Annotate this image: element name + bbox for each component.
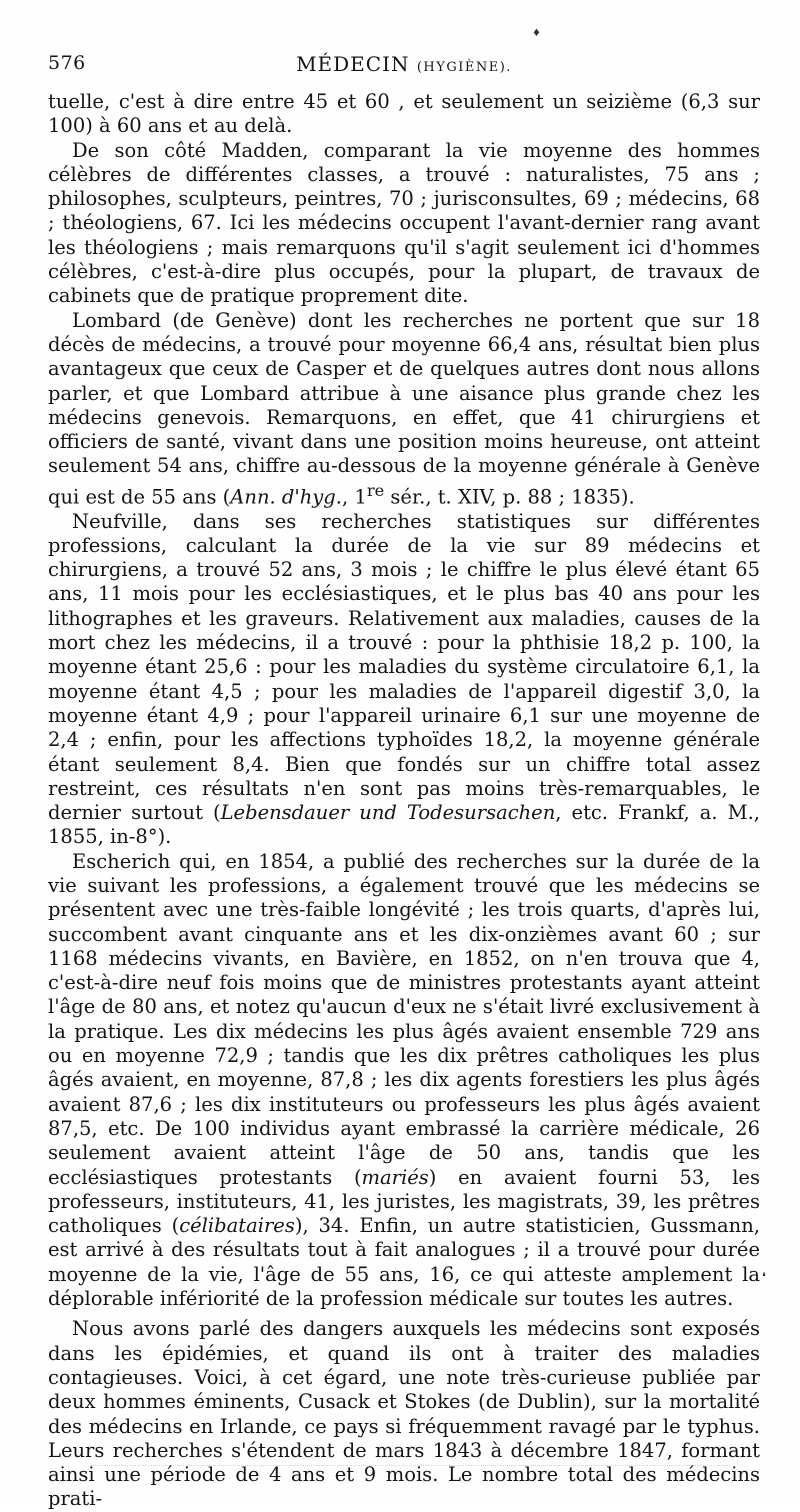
- text-run: , etc. Frankf, a. M., 1855, in-8°).: [48, 801, 760, 849]
- ornament-mark: ♦: [532, 28, 541, 39]
- footer-bleed: [90, 1465, 730, 1474]
- italic-text: Lebensdauer und Todesursachen: [220, 801, 556, 825]
- text-run: sér., t. XIV, p. 88 ; 1835).: [384, 485, 635, 509]
- text-run: ), 34. Enfin, un autre statisticien, Gussmann, est arrivé à des résultats tout à fait analogues ; il a trouvé pour durée moyenne de la vie, l'âge de 55 ans, 16, ce qui atteste amplement la déplorable infériorité de la profession médicale sur toutes les autres.: [48, 1214, 760, 1311]
- text-run: Nous avons parlé des dangers auxquels les médecins sont exposés dans les épidémies, et quand ils ont à traiter des maladies contagieuses. Voici, à cet égard, une note très-curieuse publiée par deux hommes éminents, Cusack et Stokes (de Dublin), sur la mortalité des médecins en Irlande, ce pays si fréquemment ravagé par le typhus. Leurs recherches s'étendent de mars 1843 à décembre 1847, formant ainsi une période de 4 ans et 9 mois. Le nombre total des médecins prati-: [48, 1317, 760, 1511]
- paragraph: [48, 850, 760, 1312]
- page-header: [48, 52, 760, 88]
- paragraph: [48, 90, 760, 139]
- italic-text: célibataires: [179, 1214, 295, 1238]
- running-head-subtitle: (HYGIÈNE).: [416, 60, 512, 75]
- margin-mark: ❛: [762, 1270, 766, 1284]
- text-run: Neufville, dans ses recherches statistiques sur différentes professions, calculant la durée de la vie sur 89 médecins et chirurgiens, a trouvé 52 ans, 3 mois ; le chiffre le plus élevé étant 65 ans, 11 mois pour les ecclésiastiques, et le plus bas 40 ans pour les lithographes et les graveurs. Relativement aux maladies, causes de la mort chez les médecins, il a trouvé : pour la phthisie 18,2 p. 100, la moyenne étant 25,6 : pour les maladies du système circulatoire 6,1, la moyenne étant 4,5 ; pour les maladies de l'appareil digestif 3,0, la moyenne étant 4,9 ; pour l'appareil urinaire 6,1 sur une moyenne de 2,4 ; enfin, pour les affections typhoïdes 18,2, la moyenne générale étant seulement 8,4. Bien que fondés sur un chiffre total assez restreint, ces résultats n'en sont pas moins très-remarquables, le dernier surtout (: [48, 509, 760, 825]
- italic-text: Ann. d'hyg.: [230, 485, 342, 509]
- text-run: Lombard (de Genève) dont les recherches ne portent que sur 18 décès de médecins, a trouvé pour moyenne 66,4 ans, résultat bien plus avantageux que ceux de Casper et de quelques autres dont nous allons parler, et que Lombard attribue à une aisance plus grande chez les médecins genevois. Remarquons, en effet, que 41 chirurgiens et officiers de santé, vivant dans une position moins heureuse, ont atteint seulement 54 ans, chiffre au-dessous de la moyenne générale à Genève qui est de 55 ans (: [48, 308, 760, 509]
- paragraph: [48, 510, 760, 850]
- page-number: 576: [48, 52, 86, 74]
- text-run: , 1: [342, 485, 367, 509]
- text-run: De son côté Madden, comparant la vie moyenne des hommes célèbres de différentes classes, a trouvé : naturalistes, 75 ans ; philosophes, sculpteurs, peintres, 70 ; jurisconsultes, 69 ; médecins, 68 ; théologiens, 67. Ici les médecins occupent l'avant-dernier rang avant les théologiens ; mais remarquons qu'il s'agit seulement ici d'hommes célèbres, c'est-à-dire plus occupés, pour la plupart, de travaux de cabinets que de pratique proprement dite.: [48, 138, 760, 308]
- text-run: tuelle, c'est à dire entre 45 et 60 , et seulement un seizième (6,3 sur 100) à 60 ans et au delà.: [48, 90, 760, 138]
- superscript-text: re: [366, 480, 385, 500]
- body-text: [48, 90, 760, 1512]
- running-head: [48, 52, 760, 76]
- text-run: Escherich qui, en 1854, a publié des recherches sur la durée de la vie suivant les professions, a également trouvé que les médecins se présentent avec une très-faible longévité ; les trois quarts, d'après lui, succombent avant cinquante ans et les dix-onzièmes avant 60 ; sur 1168 médecins vivants, en Bavière, en 1852, on n'en trouva que 4, c'est-à-dire neuf fois moins que de ministres protestants ayant atteint l'âge de 80 ans, et notez qu'aucun d'eux ne s'était livré exclusivement à la pratique. Les dix médecins les plus âgés avaient ensemble 729 ans ou en moyenne 72,9 ; tandis que les dix prêtres catholiques les plus âgés avaient, en moyenne, 87,8 ; les dix agents forestiers les plus âgés avaient 87,6 ; les dix instituteurs ou professeurs les plus âgés avaient 87,5, etc. De 100 individus ayant embrassé la carrière médicale, 26 seulement avaient atteint l'âge de 50 ans, tandis que les ecclésiastiques protestants (: [48, 849, 760, 1189]
- paragraph: [48, 139, 760, 309]
- paragraph: [48, 1317, 760, 1511]
- italic-text: mariés: [361, 1165, 429, 1189]
- paragraph: [48, 309, 760, 510]
- running-head-title: MÉDECIN: [296, 52, 410, 76]
- text-run: ) en avaient fourni 53, les professeurs, instituteurs, 41, les juristes, les magistrats, 39, les prêtres catholiques (: [48, 1165, 760, 1238]
